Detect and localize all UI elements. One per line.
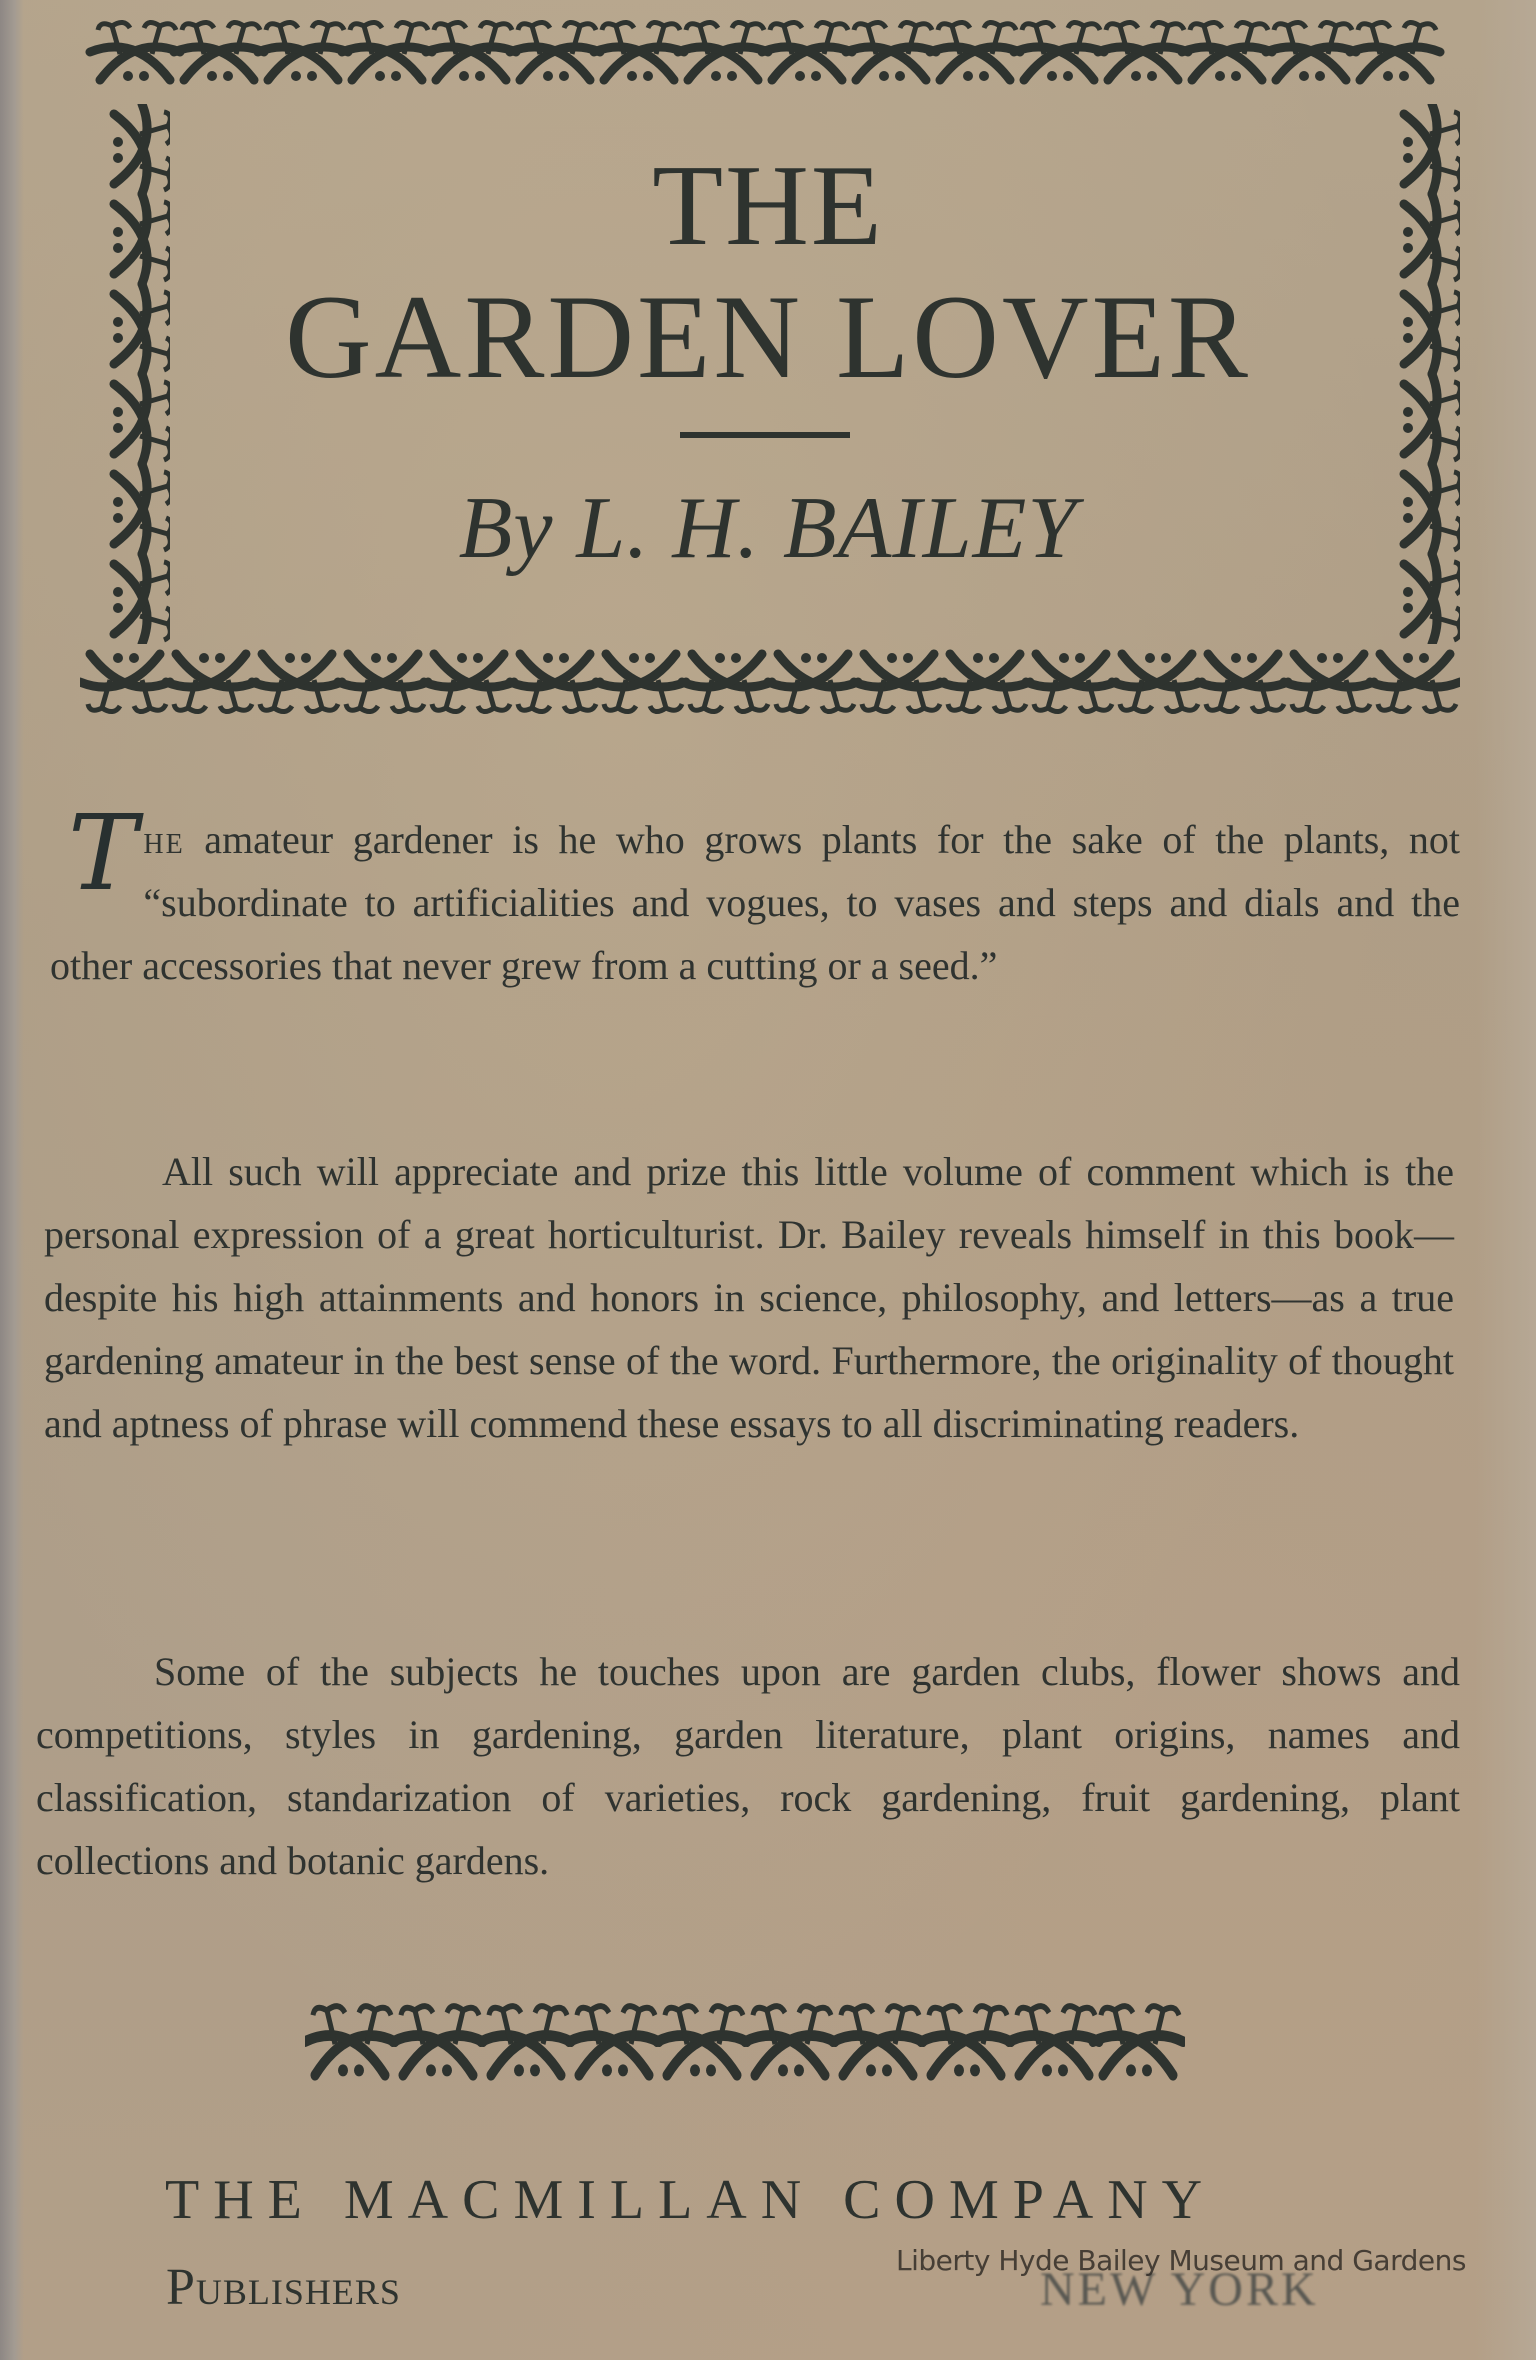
book-title-line-1: THE <box>652 142 884 270</box>
author-byline: By L. H. BAILEY <box>458 480 1078 577</box>
title-divider <box>680 432 850 438</box>
paragraph-1-text: amateur gardener is he who grows plants for the sake of the plants, not “subordinate to artificialities and vogues, to vases and steps and dials and the other accessories that never grew from a cutting or a seed.” <box>50 817 1460 988</box>
publisher-name: THE MACMILLAN COMPANY <box>165 2169 1217 2231</box>
publisher-city: NEW YORK <box>1040 2263 1319 2316</box>
blurb-paragraph-2: All such will appreciate and prize this little volume of comment which is the personal expression of a great horticulturist. Dr. Bailey reveals himself in this book—despite his high attainments and honors in science, philosophy, and letters—as a true gardening amateur in the best sense of the word. Furthermore, the originality of thought and aptness of phrase will commend these essays to all discriminating readers. <box>44 1149 1454 1446</box>
publishers-label: Publishers <box>166 2259 401 2316</box>
vine-ornament-icon <box>305 1996 1185 2092</box>
book-title-line-2: GARDEN LOVER <box>285 270 1251 403</box>
drop-cap: T <box>68 792 138 914</box>
vine-border-top-icon <box>80 14 1460 90</box>
blurb-paragraph-3: Some of the subjects he touches upon are garden clubs, flower shows and competitions, styles in gardening, garden literature, plant origins, names and classification, standarization of varieties, rock gardening, fruit gardening, plant collections and botanic gardens. <box>36 1649 1460 1883</box>
museum-watermark: Liberty Hyde Bailey Museum and Gardens <box>896 2244 1466 2277</box>
blurb-paragraph-1 <box>50 792 1460 997</box>
vine-border-bottom-icon <box>80 644 1460 720</box>
drop-cap-continuation: he <box>143 817 185 862</box>
